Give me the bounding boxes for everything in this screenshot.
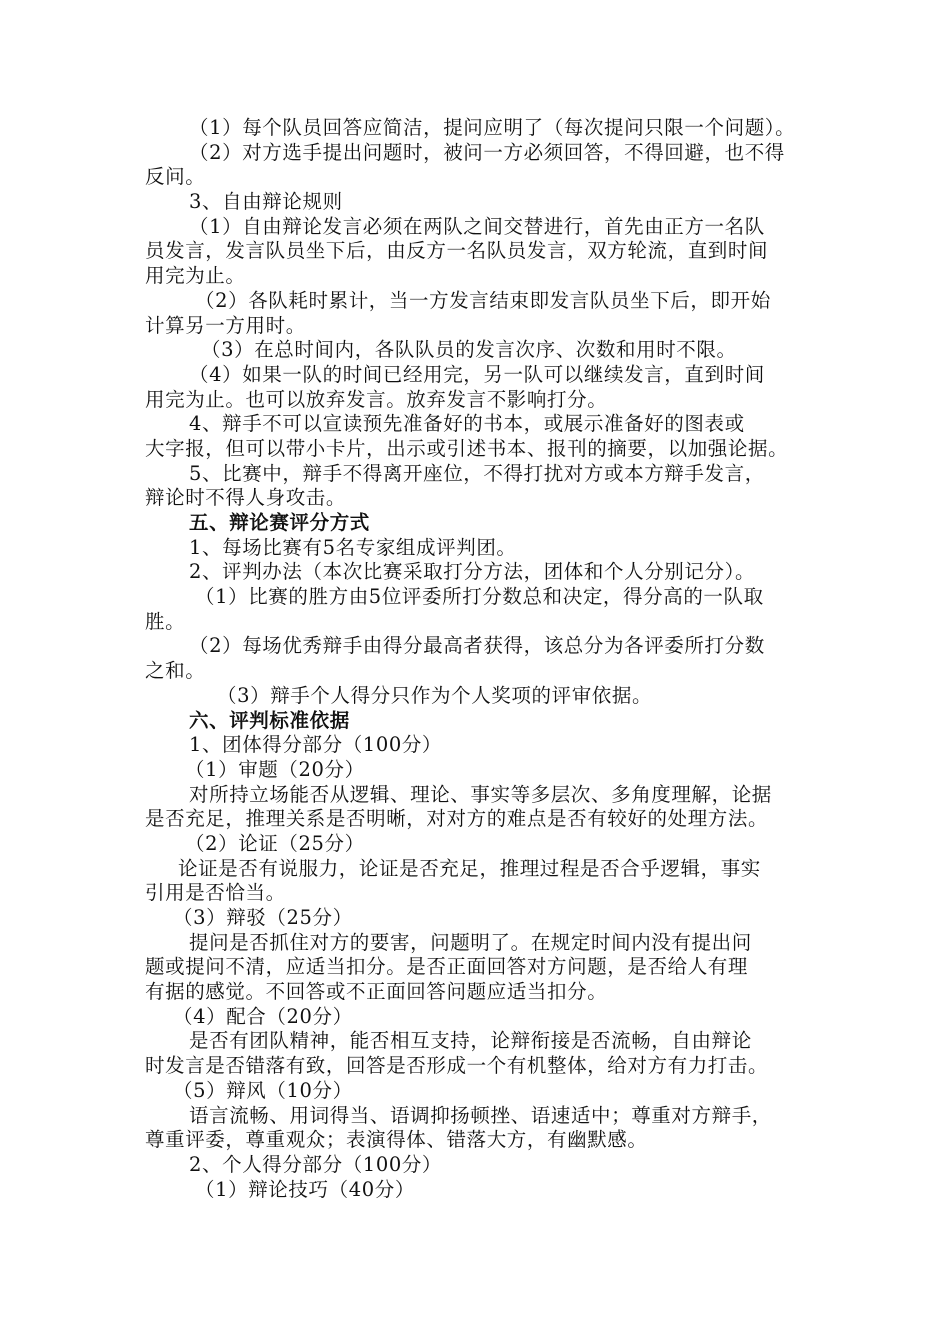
text-line: 之和。 (145, 659, 206, 683)
text-line: 引用是否恰当。 (145, 881, 286, 905)
text-line: 提问是否抓住对方的要害，问题明了。在规定时间内没有提出问 (189, 930, 752, 954)
text-line: （3）在总时间内，各队队员的发言次序、次数和用时不限。 (201, 338, 737, 362)
text-line: （2）各队耗时累计，当一方发言结束即发言队员坐下后，即开始 (195, 288, 771, 312)
text-line: 5、比赛中，辩手不得离开座位，不得打扰对方或本方辩手发言， (189, 461, 765, 485)
text-line: （1）审题（20分） (185, 757, 365, 781)
text-line: 2、评判办法（本次比赛采取打分方法，团体和个人分别记分）。 (189, 560, 756, 584)
text-line: （1）每个队员回答应简洁，提问应明了（每次提问只限一个问题）。 (189, 116, 796, 139)
text-line: 尊重评委，尊重观众；表演得体、错落大方，有幽默感。 (145, 1128, 648, 1152)
text-line: 用完为止。也可以放弃发言。放弃发言不影响打分。 (145, 387, 608, 411)
text-line: 1、团体得分部分（100分） (189, 733, 443, 757)
text-line: 时发言是否错落有致，回答是否形成一个有机整体，给对方有力打击。 (145, 1054, 769, 1078)
text-line: 3、自由辩论规则 (189, 190, 343, 214)
text-line: 辩论时不得人身攻击。 (145, 486, 347, 510)
text-line: （2）论证（25分） (185, 831, 365, 855)
text-line: 员发言，发言队员坐下后，由反方一名队员发言，双方轮流，直到时间 (145, 239, 769, 263)
text-line: 论证是否有说服力，论证是否充足，推理过程是否合乎逻辑，事实 (178, 856, 761, 880)
text-line: 胜。 (145, 609, 186, 633)
text-line: （4）如果一队的时间已经用完，另一队可以继续发言，直到时间 (189, 362, 765, 386)
text-line: 用完为止。 (145, 264, 246, 288)
text-line: （2）对方选手提出问题时，被问一方必须回答，不得回避，也不得 (189, 140, 785, 164)
text-line: （4）配合（20分） (173, 1004, 353, 1028)
section-heading: 六、评判标准依据 (189, 708, 350, 732)
text-line: （1）辩论技巧（40分） (195, 1177, 415, 1201)
text-line: 1、每场比赛有5名专家组成评判团。 (189, 535, 517, 559)
text-line: 题或提问不清，应适当扣分。是否正面回答对方问题，是否给人有理 (145, 955, 749, 979)
text-line: （2）每场优秀辩手由得分最高者获得，该总分为各评委所打分数 (189, 634, 765, 658)
text-line: 是否有团队精神，能否相互支持，论辩衔接是否流畅，自由辩论 (189, 1029, 752, 1053)
text-line: 语言流畅、用词得当、语调抑扬顿挫、语速适中；尊重对方辩手， (189, 1103, 772, 1127)
text-line: 是否充足，推理关系是否明晰，对对方的难点是否有较好的处理方法。 (145, 807, 769, 831)
document-page (145, 116, 813, 1202)
text-line: 反问。 (145, 165, 206, 189)
text-line: （1）比赛的胜方由5位评委所打分数总和决定，得分高的一队取 (195, 585, 764, 609)
text-line: 有据的感觉。不回答或不正面回答问题应适当扣分。 (145, 980, 608, 1004)
text-line: （3）辩手个人得分只作为个人奖项的评审依据。 (217, 683, 653, 707)
text-line: （1）自由辩论发言必须在两队之间交替进行，首先由正方一名队 (189, 214, 765, 238)
text-line: （5）辩风（10分） (173, 1078, 353, 1102)
section-heading: 五、辩论赛评分方式 (189, 511, 370, 534)
text-line: 大字报，但可以带小卡片，出示或引述书本、报刊的摘要，以加强论据。 (145, 436, 789, 460)
text-line: 对所持立场能否从逻辑、理论、事实等多层次、多角度理解，论据 (189, 782, 772, 806)
text-line: 计算另一方用时。 (145, 313, 306, 337)
text-line: 4、辩手不可以宣读预先准备好的书本，或展示准备好的图表或 (189, 412, 745, 436)
text-line: 2、个人得分部分（100分） (189, 1152, 443, 1176)
text-line: （3）辩驳（25分） (173, 906, 353, 929)
